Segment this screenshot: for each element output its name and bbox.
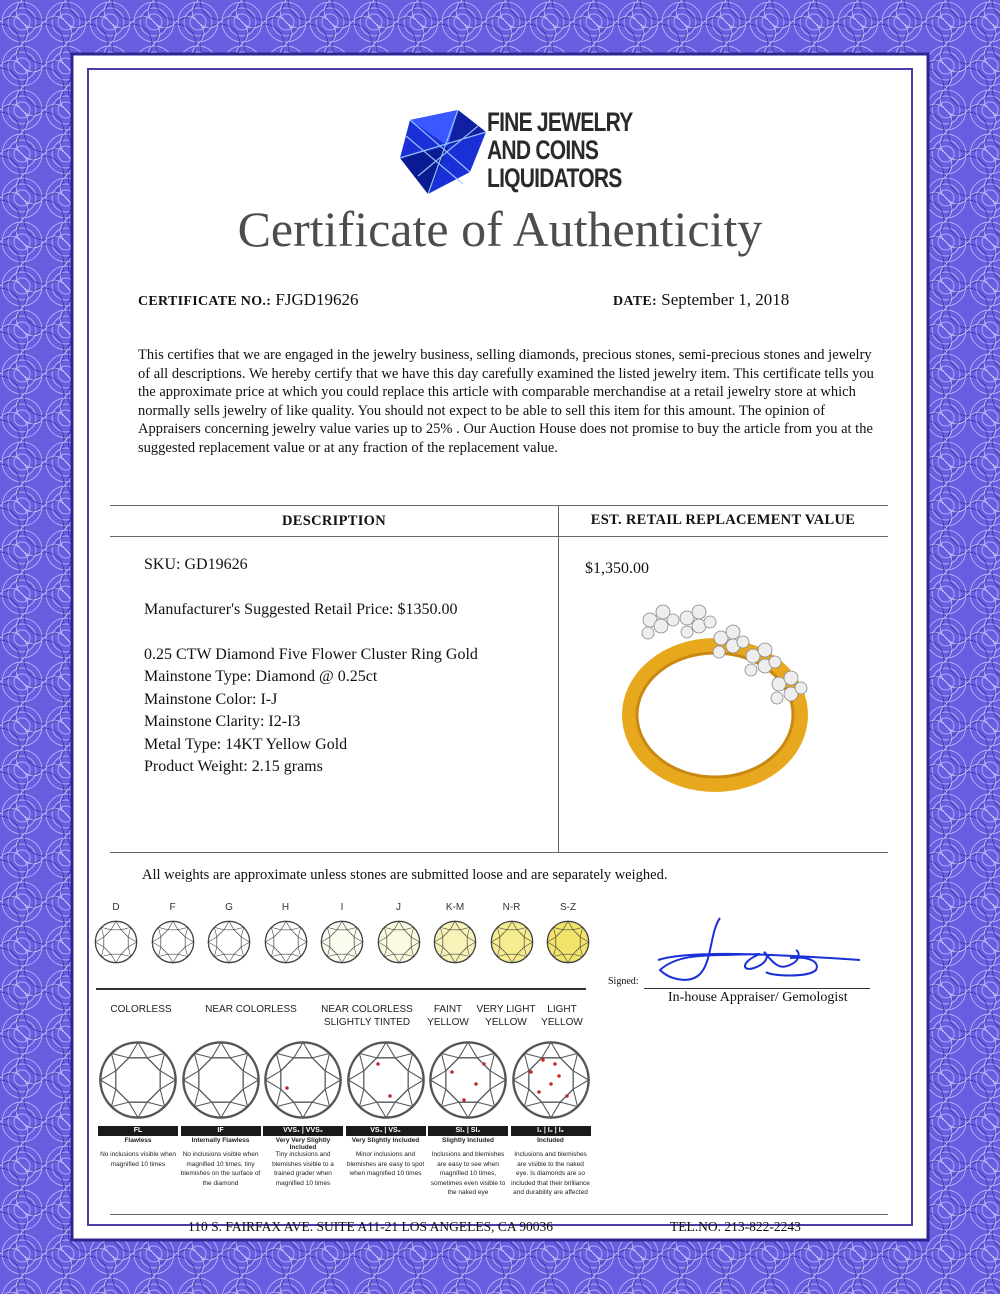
date-label: DATE: <box>613 294 658 309</box>
clarity-code: VVS₁ | VVS₂ <box>263 1126 343 1136</box>
clarity-description: Minor inclusions and blemishes are easy to spot when magnified 10 times <box>346 1151 425 1177</box>
detail-mainstone-clarity: Mainstone Clarity: I2-I3 <box>144 713 301 730</box>
color-grade-diamond-icon <box>94 920 138 964</box>
table-header-rule <box>110 536 888 537</box>
detail-metal-type: Metal Type: 14KT Yellow Gold <box>144 736 348 753</box>
color-grade-group-label: NEAR COLORLESS SLIGHTLY TINTED <box>321 1004 413 1028</box>
clarity-description: Inclusions and blemishes are visible to the naked eye. Is diamonds are so included that their brilliance and durability are affected <box>511 1151 590 1196</box>
footer-rule <box>110 1214 888 1215</box>
color-grade-letter: J <box>396 902 401 913</box>
signed-label: Signed: <box>608 976 639 987</box>
color-grade-diamond-icon <box>490 920 534 964</box>
clarity-name: Very Very Slightly Included <box>275 1137 331 1151</box>
certificate-number <box>138 290 359 310</box>
appraiser-role: In-house Appraiser/ Gemologist <box>668 990 848 1005</box>
color-grade-diamond-icon <box>264 920 308 964</box>
color-scale-bar <box>96 988 586 990</box>
clarity-name: Very Slightly Included <box>351 1137 420 1144</box>
clarity-name: Included <box>537 1137 564 1144</box>
color-grade-letter: D <box>112 902 120 913</box>
certificate-number-value: FJGD19626 <box>275 290 359 309</box>
logo-line-1: FINE JEWELRY <box>487 107 633 137</box>
table-bottom-rule <box>110 852 888 853</box>
clarity-code: IF <box>181 1126 261 1136</box>
weights-note: All weights are approximate unless stones are submitted loose and are separately weighed. <box>142 867 668 883</box>
signature-image <box>650 912 870 992</box>
clarity-description: No inclusions visible when magnified 10 times <box>100 1151 176 1168</box>
replacement-value: $1,350.00 <box>585 560 649 577</box>
color-grade-diamond-icon <box>207 920 251 964</box>
certificate-date <box>613 290 789 310</box>
clarity-description: Tiny inclusions and blemishes visible to a trained grader when magnified 10 times <box>272 1151 334 1187</box>
clarity-code: SI₁ | SI₂ <box>428 1126 508 1136</box>
certificate-number-label: CERTIFICATE NO.: <box>138 294 272 309</box>
certificate-title: Certificate of Authenticity <box>237 201 763 257</box>
color-grade-letter: S-Z <box>559 902 577 913</box>
color-grade-letter: H <box>281 902 290 913</box>
clarity-code: I₁ | I₂ | I₃ <box>511 1126 591 1136</box>
color-grade-group-label: COLORLESS <box>110 1004 172 1015</box>
logo-line-3: LIQUIDATORS <box>487 163 622 193</box>
clarity-diamond-icon <box>263 1040 343 1120</box>
clarity-description: Inclusions and blemishes are easy to see when magnified 10 times, sometimes even visible to the naked eye <box>430 1151 506 1196</box>
msrp: Manufacturer's Suggested Retail Price: $1350.00 <box>144 601 458 618</box>
color-grade-group-label: LIGHT YELLOW <box>541 1004 583 1028</box>
gem-logo-icon <box>398 106 488 196</box>
table-top-rule <box>110 505 888 506</box>
detail-product-weight: Product Weight: 2.15 grams <box>144 758 323 775</box>
detail-title: 0.25 CTW Diamond Five Flower Cluster Ring Gold <box>144 646 478 663</box>
value-header: EST. RETAIL REPLACEMENT VALUE <box>590 512 856 528</box>
color-grade-group-label: NEAR COLORLESS <box>205 1004 297 1015</box>
color-grade-diamond-icon <box>377 920 421 964</box>
footer-address: 110 S. FAIRFAX AVE. SUITE A11-21 LOS ANGELES, CA 90036 <box>188 1219 554 1234</box>
clarity-description: No inclusions visible when magnified 10 times, tiny blemishes on the surface of the diamond <box>180 1151 261 1187</box>
color-grade-letter: K-M <box>445 902 465 913</box>
detail-mainstone-type: Mainstone Type: Diamond @ 0.25ct <box>144 668 378 685</box>
clarity-diamond-icon <box>346 1040 426 1120</box>
color-grade-diamond-icon <box>320 920 364 964</box>
clarity-code: VS₁ | VS₂ <box>346 1126 426 1136</box>
table-divider <box>558 505 559 853</box>
color-grade-letter: F <box>169 902 176 913</box>
ring-image <box>615 590 825 800</box>
clarity-name: Flawless <box>124 1137 152 1144</box>
color-grade-group-label: FAINT YELLOW <box>427 1004 469 1028</box>
sku: SKU: GD19626 <box>144 556 248 573</box>
clarity-diamond-icon <box>98 1040 178 1120</box>
clarity-name: Slightly Included <box>441 1137 494 1144</box>
description-header: DESCRIPTION <box>281 513 386 529</box>
clarity-diamond-icon <box>428 1040 508 1120</box>
logo-line-2: AND COINS <box>487 135 599 165</box>
color-grade-group-label: VERY LIGHT YELLOW <box>476 1004 536 1028</box>
certification-statement: This certifies that we are engaged in the jewelry business, selling diamonds, precious stones, semi-precious stones and jewelry of all descriptions. We hereby certify that we have this day carefully examined the listed jewelry item. This certificate tells you the approximate price at which you could replace this article with comparable merchandise at a retail jewelry store at which normally sells jewelry of like quality. You should not expect to be able to sell this item for this amount. The opinion of Appraisers concerning jewelry value varies up to 25% . Our Auction House does not promise to buy the article from you at the suggested replacement value or at any fraction of the replacement value. <box>138 347 874 456</box>
detail-mainstone-color: Mainstone Color: I-J <box>144 691 278 708</box>
color-grade-letter: I <box>340 902 344 913</box>
color-grade-letter: G <box>225 902 233 913</box>
color-grade-diamond-icon <box>546 920 590 964</box>
company-name <box>487 107 633 193</box>
color-grade-diamond-icon <box>433 920 477 964</box>
color-grade-letter: N-R <box>502 902 521 913</box>
footer-phone: TEL.NO. 213-822-2243 <box>670 1219 801 1234</box>
color-grade-diamond-icon <box>151 920 195 964</box>
date-value: September 1, 2018 <box>661 290 790 309</box>
clarity-code: FL <box>98 1126 178 1136</box>
clarity-name: Internally Flawless <box>191 1137 250 1144</box>
clarity-diamond-icon <box>181 1040 261 1120</box>
clarity-diamond-icon <box>511 1040 591 1120</box>
